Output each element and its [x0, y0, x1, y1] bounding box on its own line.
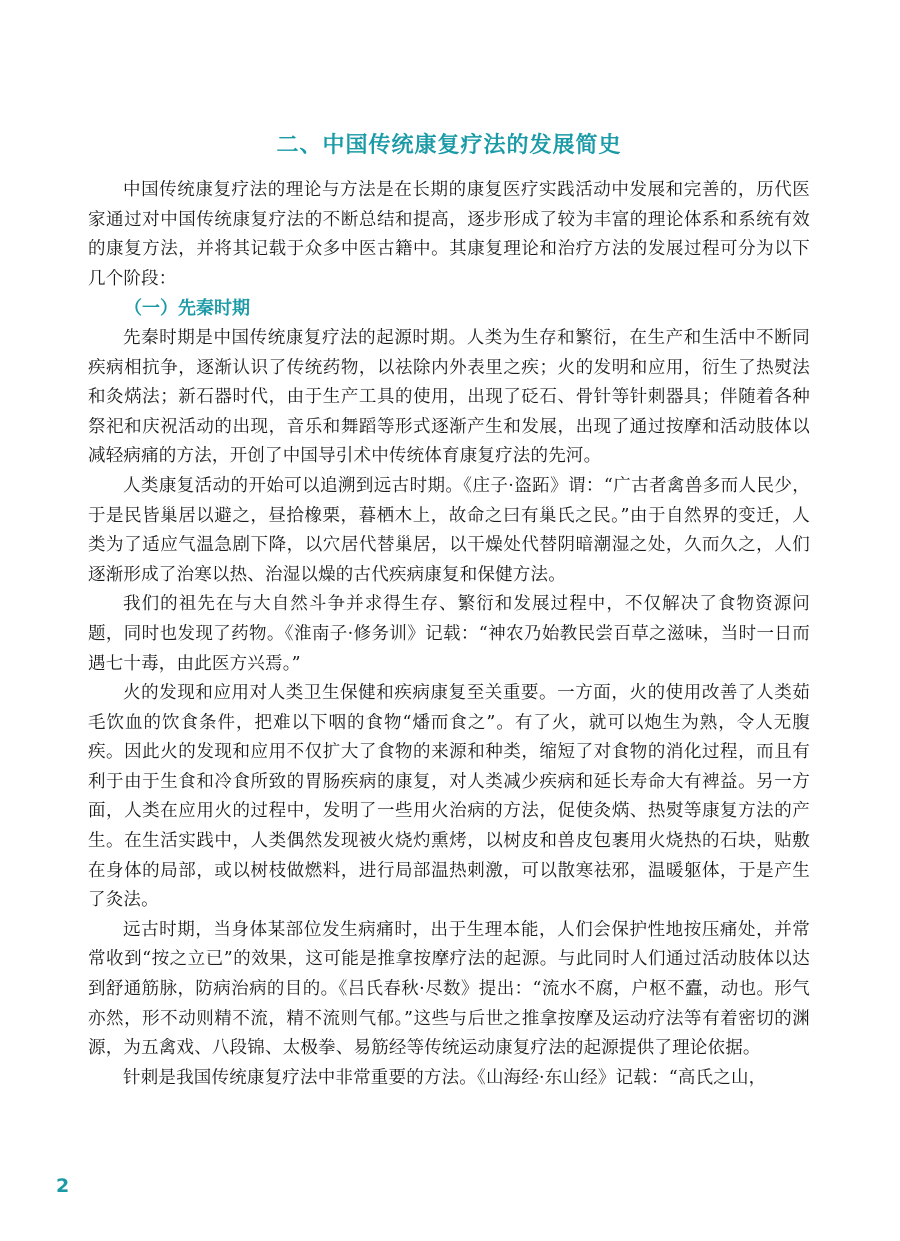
- intro-paragraph: 中国传统康复疗法的理论与方法是在长期的康复医疗实践活动中发展和完善的，历代医家通过对中国传统康复疗法的不断总结和提高，逐步形成了较为丰富的理论体系和系统有效的康复方法，并将其记载于众多中医古籍中。其康复理论和治疗方法的发展过程可分为以下几个阶段：: [88, 180, 810, 289]
- paragraph: 针刺是我国传统康复疗法中非常重要的方法。《山海经·东山经》记载：“高氏之山，: [123, 1067, 767, 1088]
- paragraph: 远古时期，当身体某部位发生病痛时，出于生理本能，人们会保护性地按压痛处，并常常收到“按之立已”的效果，这可能是推拿按摩疗法的起源。与此同时人们通过活动肢体以达到舒通筋脉，防病治病的目的。《吕氏春秋·尽数》提出：“流水不腐，户枢不蠹，动也。形气亦然，形不动则精不流，精不流则气郁。”这些与后世之推拿按摩及运动疗法等有着密切的渊源，为五禽戏、八段锦、太极拳、易筋经等传统运动康复疗法的起源提供了理论依据。: [88, 919, 810, 1059]
- paragraph: 我们的祖先在与大自然斗争并求得生存、繁衍和发展过程中，不仅解决了食物资源问题，同时也发现了药物。《淮南子·修务训》记载：“神农乃始教民尝百草之滋味，当时一日而遇七十毒，由此医方兴焉。”: [88, 594, 810, 674]
- paragraph: 火的发现和应用对人类卫生保健和疾病康复至关重要。一方面，火的使用改善了人类茹毛饮血的饮食条件，把难以下咽的食物“燔而食之”。有了火，就可以炮生为熟，令人无腹疾。因此火的发现和应用不仅扩大了食物的来源和种类，缩短了对食物的消化过程，而且有利于由于生食和冷食所致的胃肠疾病的康复，对人类减少疾病和延长寿命大有裨益。另一方面，人类在应用火的过程中，发明了一些用火治病的方法，促使灸焫、热熨等康复方法的产生。在生活实践中，人类偶然发现被火烧灼熏烤，以树皮和兽皮包裹用火烧热的石块，贴敷在身体的局部，或以树枝做燃料，进行局部温热刺激，可以散寒祛邪，温暖躯体，于是产生了灸法。: [88, 683, 810, 911]
- page-title: 二、中国传统康复疗法的发展简史: [276, 132, 622, 158]
- section-heading: （一）先秦时期: [124, 298, 250, 320]
- page-number: 2: [56, 1175, 70, 1197]
- body-text: [88, 176, 810, 1093]
- paragraph: 人类康复活动的开始可以追溯到远古时期。《庄子·盗跖》谓：“广古者禽兽多而人民少，于是民皆巢居以避之，昼拾橡栗，暮栖木上，故命之曰有巢氏之民。”由于自然界的变迁，人类为了适应气温急剧下降，以穴居代替巢居，以干燥处代替阴暗潮湿之处，久而久之，人们逐渐形成了治寒以热、治湿以燥的古代疾病康复和保健方法。: [88, 475, 810, 585]
- paragraph: 先秦时期是中国传统康复疗法的起源时期。人类为生存和繁衍，在生产和生活中不断同疾病相抗争，逐渐认识了传统药物，以祛除内外表里之疾；火的发明和应用，衍生了热熨法和灸焫法；新石器时代，由于生产工具的使用，出现了砭石、骨针等针刺器具；伴随着各种祭祀和庆祝活动的出现，音乐和舞蹈等形式逐渐产生和发展，出现了通过按摩和活动肢体以减轻病痛的方法，开创了中国导引术中传统体育康复疗法的先河。: [88, 327, 810, 467]
